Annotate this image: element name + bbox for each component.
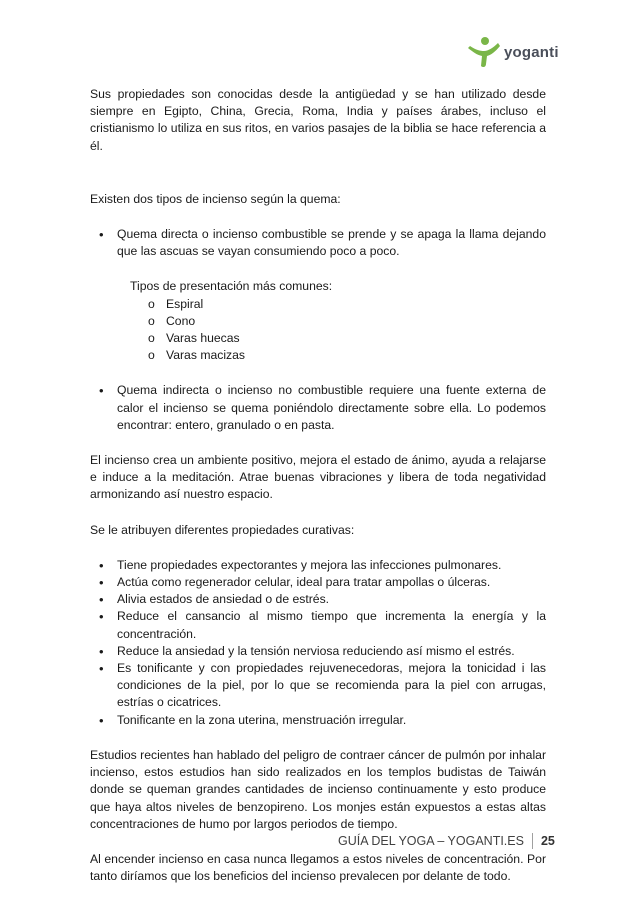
types-intro: Existen dos tipos de incienso según la quema:	[90, 191, 341, 206]
list-item: • Reduce el cansancio al mismo tiempo que incrementa la energía y la concentración.	[90, 608, 546, 642]
list-item: • Es tonificante y con propiedades rejuvenecedoras, mejora la tonicidad i las condiciones de la piel, por lo que se recomienda para la piel con arrugas, estrías o cicatrices.	[90, 660, 546, 712]
burn-types-list-2	[90, 382, 546, 434]
burn-types-list	[90, 226, 546, 260]
list-item: o Espiral	[148, 296, 546, 313]
presentation-list	[148, 296, 546, 365]
studies-paragraph: Estudios recientes han hablado del peligro de contraer cáncer de pulmón por inhalar incienso, estos estudios han sido realizados en los templos budistas de Taiwán donde se queman grandes cantidades de incienso continuamente y esto produce que haya altos niveles de benzopireno. Los monjes están expuestos a estas altas concentraciones de humo por largos periodos de tiempo.	[90, 747, 546, 831]
footer-divider	[532, 833, 533, 849]
page-number: 25	[540, 834, 555, 848]
list-item: o Varas huecas	[148, 330, 546, 347]
list-item-direct: • Quema directa o incienso combustible se prende y se apaga la llama dejando que las ascuas se vayan consumiendo poco a poco.	[90, 226, 546, 260]
curative-intro: Se le atribuyen diferentes propiedades curativas:	[90, 522, 355, 537]
footer-title: GUÍA DEL YOGA – YOGANTI.ES	[338, 834, 524, 848]
yoganti-logo	[466, 34, 559, 70]
list-item: o Varas macizas	[148, 347, 546, 364]
yoganti-figure-icon	[466, 34, 502, 70]
list-item: o Cono	[148, 313, 546, 330]
list-item: • Alivia estados de ansiedad o de estrés.	[90, 591, 546, 608]
list-item: • Reduce la ansiedad y la tensión nerviosa reduciendo así mismo el estrés.	[90, 643, 546, 660]
curative-list	[90, 557, 546, 729]
list-item-indirect: • Quema indirecta o incienso no combustible requiere una fuente externa de calor el incienso se quema poniéndolo directamente sobre ella. Lo podemos encontrar: entero, granulado o en pasta.	[90, 382, 546, 434]
main-content	[90, 86, 546, 885]
list-item: • Actúa como regenerador celular, ideal para tratar ampollas o úlceras.	[90, 574, 546, 591]
list-item: • Tiene propiedades expectorantes y mejora las infecciones pulmonares.	[90, 557, 546, 574]
ambient-paragraph: El incienso crea un ambiente positivo, mejora el estado de ánimo, ayuda a relajarse e induce a la meditación. Atrae buenas vibraciones y libera de toda negatividad armonizando así nuestro espacio.	[90, 453, 546, 502]
conclusion-paragraph: Al encender incienso en casa nunca llegamos a estos niveles de concentración. Por tanto diríamos que los beneficios del incienso prevalecen por delante de todo.	[90, 851, 546, 884]
presentation-heading: Tipos de presentación más comunes:	[130, 279, 333, 294]
intro-paragraph: Sus propiedades son conocidas desde la antigüedad y se han utilizado desde siempre en Egipto, China, Grecia, Roma, India y países árabes, incluso el cristianismo lo utiliza en sus ritos, en varios pasajes de la biblia se hace referencia a él.	[90, 87, 546, 153]
page-footer	[338, 833, 555, 849]
list-item: • Tonificante en la zona uterina, menstruación irregular.	[90, 712, 546, 729]
logo-text: yoganti	[504, 43, 559, 61]
